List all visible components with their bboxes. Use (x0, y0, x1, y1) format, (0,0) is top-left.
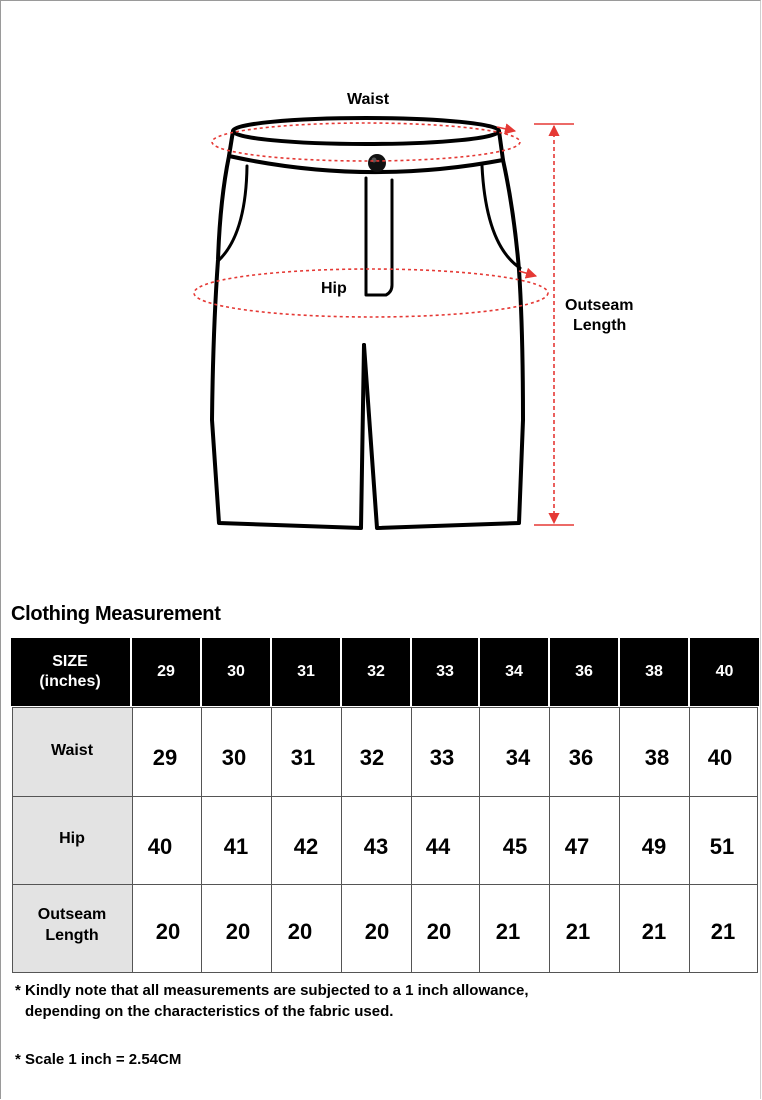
row-label-text: Outseam (37, 906, 107, 923)
hip-value: 41 (223, 834, 249, 859)
size-header-cell: 33 (436, 663, 454, 680)
outseam-value: 20 (364, 919, 390, 944)
outseam-value: 20 (287, 919, 313, 944)
outseam-label-line2: Length (573, 317, 627, 334)
size-header-line2: (inches) (39, 673, 101, 690)
waist-value: 40 (707, 745, 733, 770)
allowance-note-line2: depending on the characteristics of the fabric used. (25, 1003, 394, 1020)
hip-value: 45 (502, 834, 528, 859)
row-label-text: Length (45, 927, 99, 944)
hip-value: 44 (425, 834, 451, 859)
outseam-value: 21 (565, 919, 591, 944)
outseam-value: 20 (155, 919, 181, 944)
allowance-note (15, 980, 529, 1022)
size-header-cell: 30 (227, 663, 245, 680)
size-header-label (11, 638, 129, 706)
waist-value: 33 (429, 745, 455, 770)
outseam-label-line1: Outseam (565, 297, 634, 314)
outseam-value: 21 (641, 919, 667, 944)
hip-value: 47 (564, 834, 590, 859)
size-header-cell: 36 (575, 663, 593, 680)
size-header-cell: 31 (297, 663, 315, 680)
outseam-value: 21 (710, 919, 736, 944)
size-header-cell: 40 (715, 663, 734, 680)
hip-value: 51 (709, 834, 735, 859)
outseam-value: 20 (225, 919, 251, 944)
waist-value: 30 (221, 745, 247, 770)
row-label-text: Waist (50, 742, 94, 759)
hip-value: 43 (363, 834, 389, 859)
waist-value: 29 (152, 745, 178, 770)
outseam-value: 20 (426, 919, 452, 944)
waist-value: 32 (359, 745, 385, 770)
size-header-cell: 29 (157, 663, 175, 680)
shorts-outline (212, 118, 523, 528)
waist-value: 36 (568, 745, 594, 770)
waist-value: 38 (644, 745, 670, 770)
row-label-outseam (12, 884, 132, 973)
scale-note: * Scale 1 inch = 2.54CM (15, 1051, 182, 1068)
waist-value: 31 (290, 745, 316, 770)
hip-value: 40 (147, 834, 173, 859)
size-header-cell: 34 (505, 663, 523, 680)
hip-value: 42 (293, 834, 319, 859)
section-title: Clothing Measurement (11, 603, 221, 625)
button-icon (368, 154, 386, 172)
waist-value: 34 (505, 745, 531, 770)
size-header-line1: SIZE (52, 653, 88, 670)
size-header-row (11, 638, 759, 706)
hip-label: Hip (321, 280, 347, 297)
size-header-cell: 32 (367, 663, 385, 680)
row-label-waist (12, 707, 132, 796)
waist-label: Waist (347, 91, 390, 108)
hip-measure-line (194, 269, 548, 317)
size-header-cell: 38 (645, 663, 663, 680)
allowance-note-line1: * Kindly note that all measurements are subjected to a 1 inch allowance, (15, 982, 529, 999)
hip-value: 49 (641, 834, 667, 859)
measurement-table (12, 707, 758, 973)
row-label-text: Hip (59, 830, 85, 847)
row-label-hip (12, 796, 132, 884)
outseam-value: 21 (495, 919, 521, 944)
outseam-label (565, 296, 645, 336)
